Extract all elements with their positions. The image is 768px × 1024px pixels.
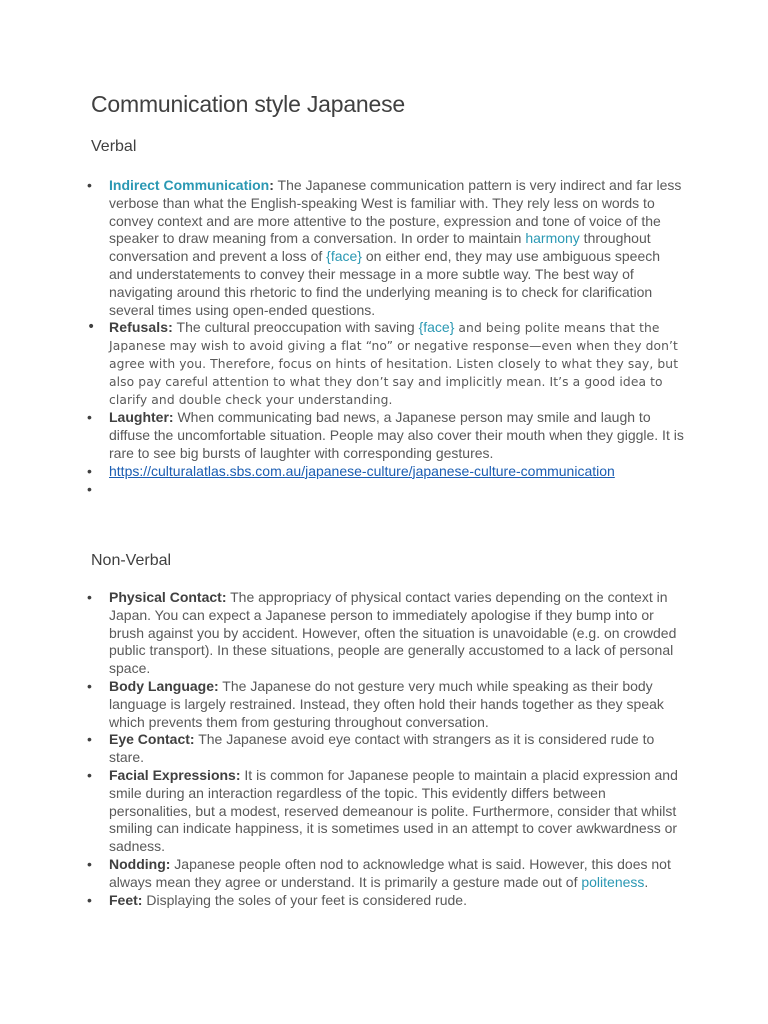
- list-item-nodding: [87, 856, 687, 892]
- face-link[interactable]: {face}: [326, 248, 362, 265]
- verbal-list: [87, 177, 687, 499]
- term-colon: :: [269, 177, 274, 193]
- item-text: The Japanese do not gesture very much while speaking as their body language is largely restrained. Instead, they often hold their hands together as they speak which prevents them from gesturing throughout conversation.: [109, 677, 664, 730]
- item-text: throughout conversation and prevent a loss of: [109, 230, 651, 265]
- source-link[interactable]: https://culturalatlas.sbs.com.au/japanese-culture/japanese-culture-communication: [109, 462, 615, 479]
- term-refusals: Refusals:: [109, 319, 173, 336]
- list-item-facial-expressions: [87, 767, 687, 856]
- harmony-link[interactable]: harmony: [525, 230, 580, 247]
- term-body-language: Body Language:: [109, 677, 219, 694]
- item-text: The cultural preoccupation with saving: [172, 319, 419, 336]
- term-feet: Feet:: [109, 891, 143, 908]
- list-item-physical-contact: [87, 589, 687, 678]
- item-text: Japanese people often nod to acknowledge what is said. However, this does not always mean they agree or understand. It is primarily a gesture made out of: [109, 855, 671, 890]
- item-text: The Japanese avoid eye contact with strangers as it is considered rude to stare.: [109, 731, 655, 766]
- section-heading-verbal: Verbal: [91, 138, 137, 155]
- item-text: .: [644, 873, 649, 890]
- list-item-indirect-communication: [87, 177, 687, 319]
- list-item-empty: [87, 481, 687, 499]
- list-item-laughter: [87, 409, 687, 462]
- politeness-link[interactable]: politeness: [581, 873, 645, 890]
- list-item-feet: [87, 892, 687, 910]
- item-text: on either end, they may use ambiguous speech and understatements to convey their message in a more subtle way. The best way of navigating around this rhetoric to find the underlying meaning is to check for clarification several times using open-ended questions.: [109, 248, 661, 318]
- list-item-eye-contact: [87, 731, 687, 767]
- item-text: The Japanese communication pattern is very indirect and far less verbose than what the English-speaking West is familiar with. They rely less on words to convey context and are more attentive to the posture, expression and tone of voice of the speaker to draw meaning from a conversation. In order to maintain: [109, 177, 682, 247]
- section-heading-nonverbal: Non-Verbal: [91, 552, 172, 569]
- term-laughter: Laughter:: [109, 409, 174, 426]
- face-link[interactable]: {face}: [418, 319, 455, 336]
- nonverbal-list: [87, 589, 687, 909]
- list-item-refusals: [87, 319, 687, 409]
- term-eye-contact: Eye Contact:: [109, 731, 195, 748]
- term-indirect-communication: Indirect Communication: [109, 177, 270, 193]
- item-text: It is common for Japanese people to maintain a placid expression and smile during an interaction regardless of the topic. This evidently differs between personalities, but a modest, reserved demeanour is polite. Furthermore, consider that whilst smiling can indicate happiness, it is sometimes used in an attempt to cover awkwardness or sadness.: [109, 766, 678, 855]
- term-facial-expressions: Facial Expressions:: [109, 766, 241, 783]
- list-item-body-language: [87, 678, 687, 731]
- term-nodding: Nodding:: [109, 855, 171, 872]
- term-physical-contact: Physical Contact:: [109, 589, 227, 605]
- list-item-source-link: [87, 463, 687, 481]
- item-text: and being polite means that the Japanese may wish to avoid giving a flat “no” or negative response—even when they don’t agree with you. Therefore, focus on hints of hesitation. Listen closely to what they say, but also pay careful attention to what they don’t say and implicitly mean. It’s a good idea to clarify and double check your understanding.: [109, 321, 679, 407]
- item-text: When communicating bad news, a Japanese person may smile and laugh to diffuse the uncomfortable situation. People may also cover their mouth when they giggle. It is rare to see big bursts of laughter with corresponding gestures.: [109, 409, 684, 461]
- item-text: The appropriacy of physical contact varies depending on the context in Japan. You can expect a Japanese person to immediately apologise if they bump into or brush against you by accident. However, often the situation is unavoidable (e.g. on crowded public transport). In these situations, people are generally accustomed to a lack of personal space.: [109, 589, 677, 677]
- document-title: Communication style Japanese: [91, 91, 406, 117]
- item-text: Displaying the soles of your feet is considered rude.: [142, 891, 467, 908]
